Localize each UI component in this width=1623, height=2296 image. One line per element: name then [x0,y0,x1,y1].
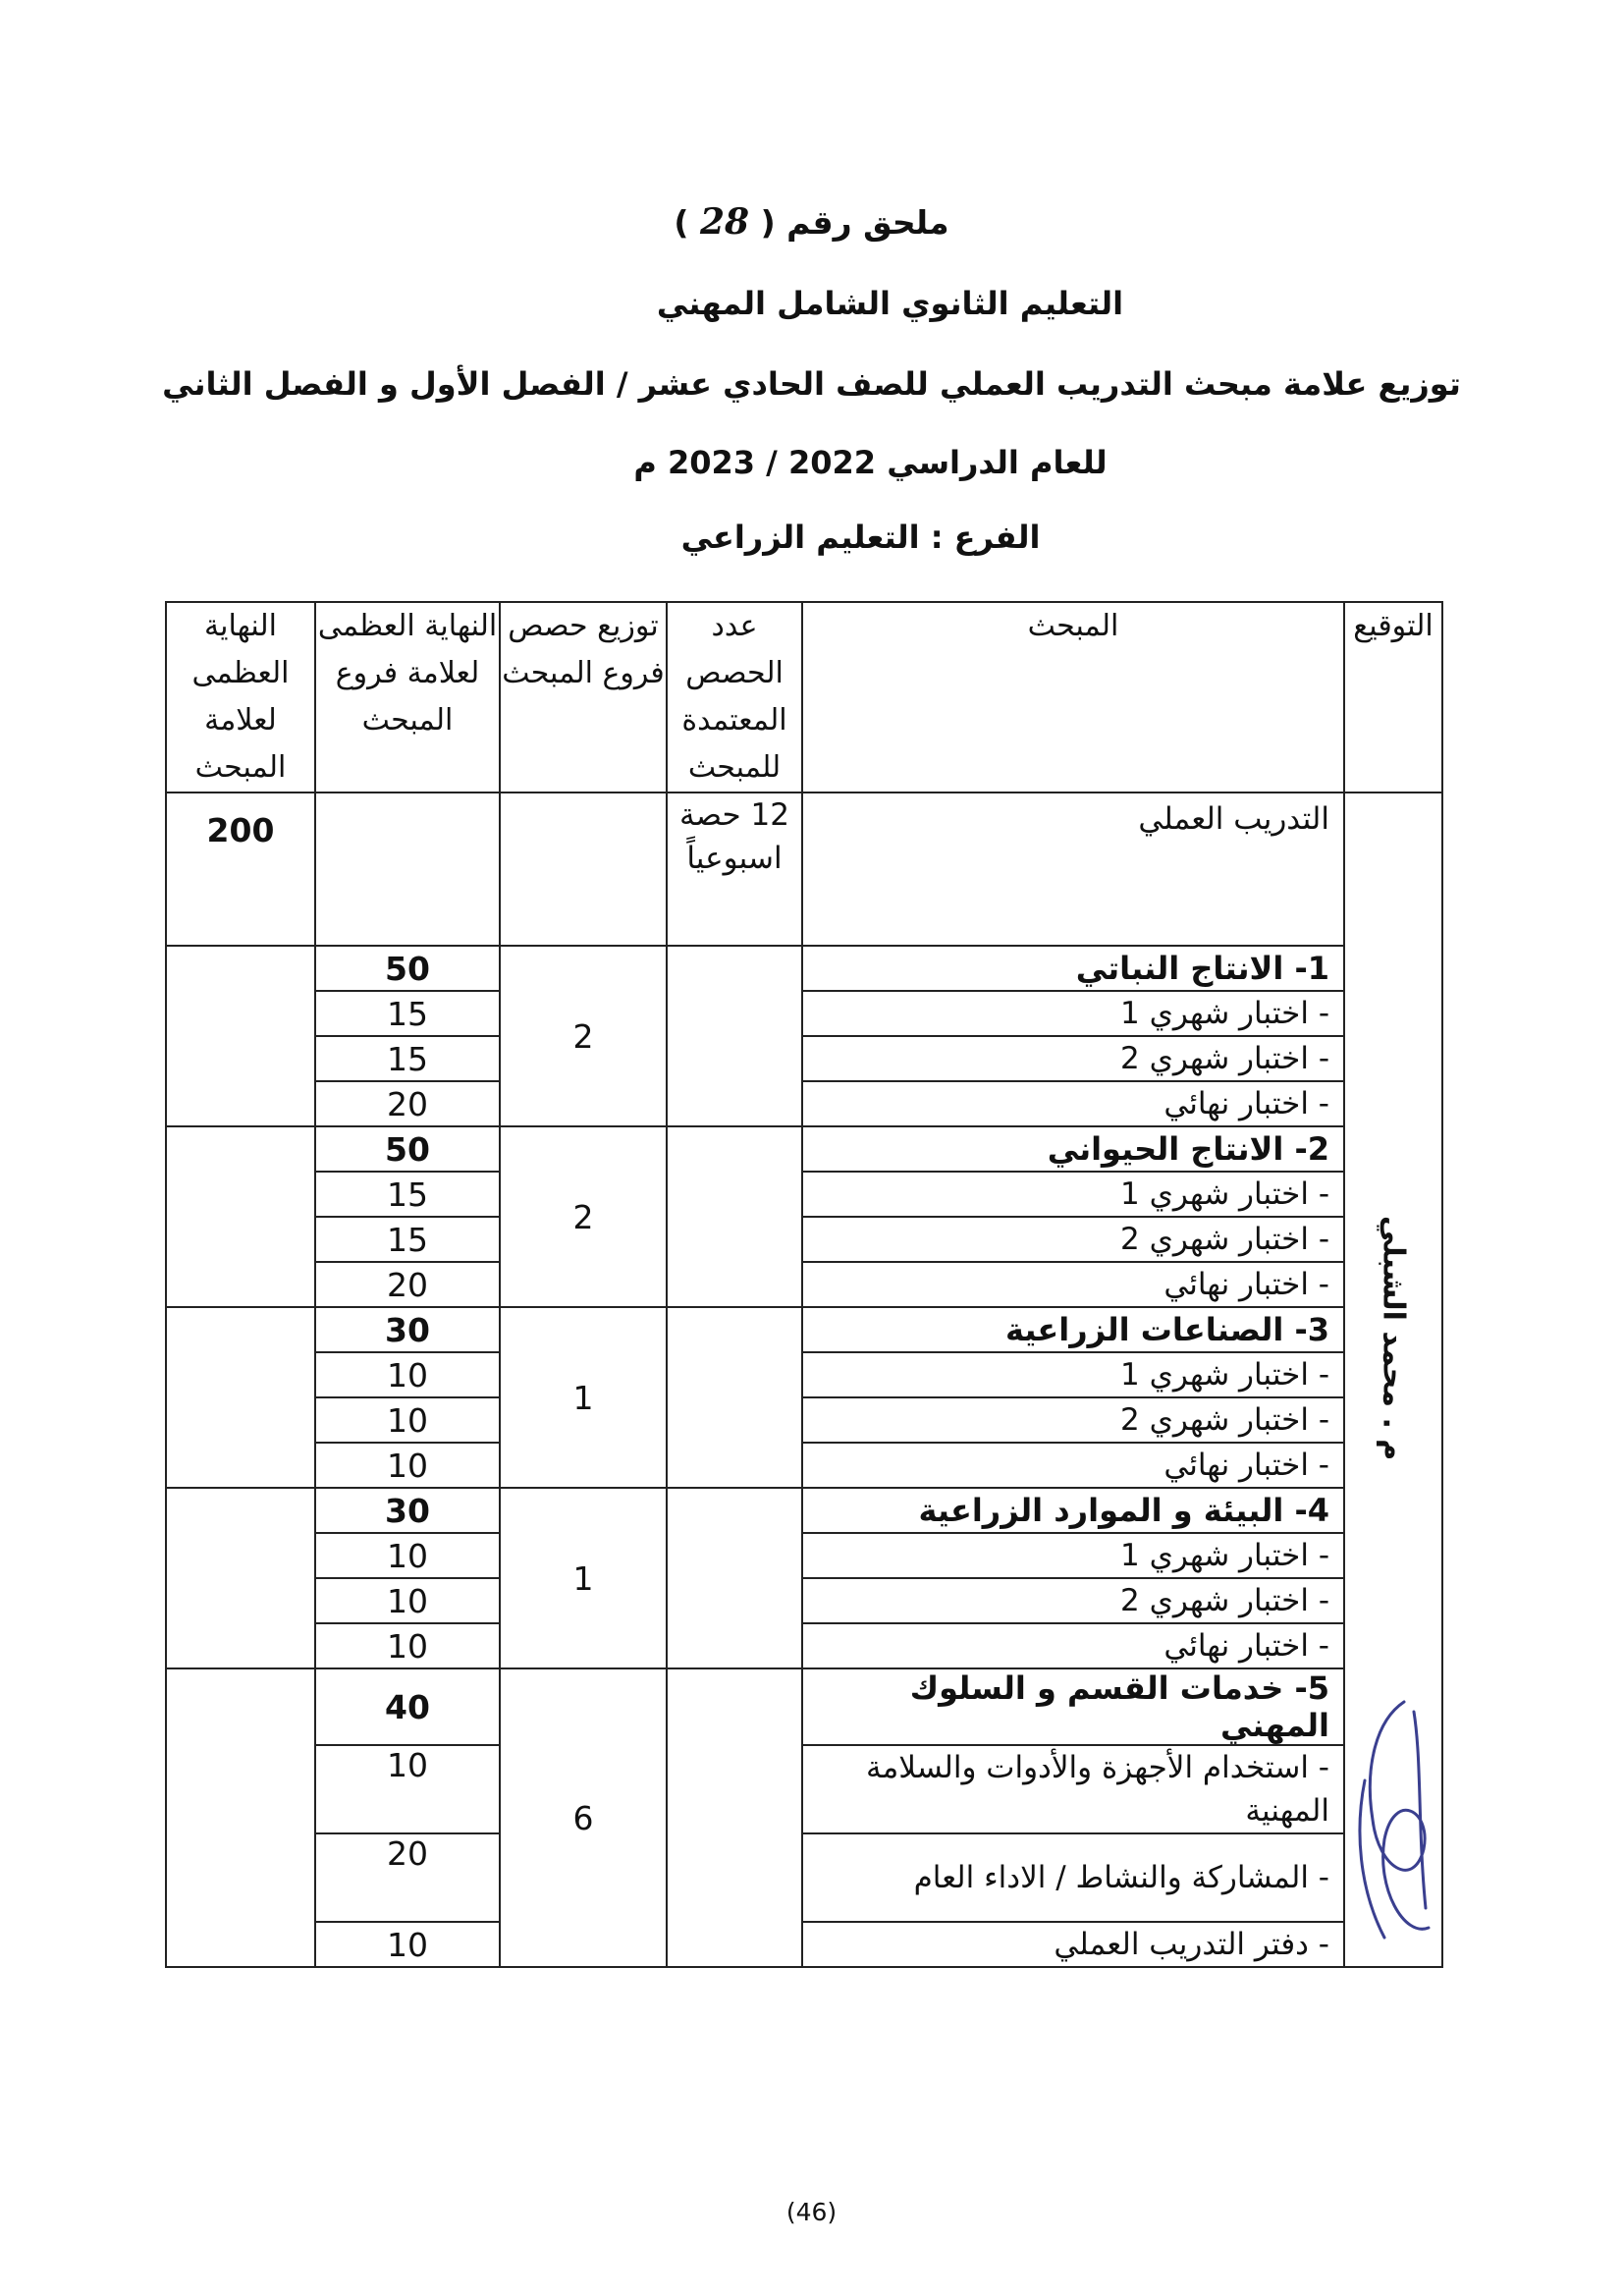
table-row-item [166,1922,1442,1967]
annex-close: ) [674,203,689,242]
track-title: التعليم الثانوي الشامل المهني [656,285,1124,322]
col-header-signature: التوقيع [1344,602,1442,793]
col-header-subject-max: النهاية العظمى لعلامة المبحث [166,602,315,793]
branch-title: الفرع : التعليم الزراعي [680,519,1041,556]
table-row-item [166,1036,1442,1081]
item-mark: 15 [315,1217,500,1262]
group-subject-max [166,946,315,1126]
group-periods [667,1126,802,1307]
table-row-item [166,1533,1442,1578]
table-row-item [166,991,1442,1036]
annex-title [0,201,1623,243]
item-mark: 20 [315,1262,500,1307]
group-total: 50 [315,946,500,991]
table-row-group-title [166,1126,1442,1172]
col-header-subject: المبحث [802,602,1344,793]
signature-cell [1344,793,1442,1967]
item-label: - اختبار شهري 1 [802,1172,1344,1217]
item-label: - اختبار شهري 2 [802,1217,1344,1262]
item-label: - اختبار نهائي [802,1262,1344,1307]
col-header-branch-max: النهاية العظمى لعلامة فروع المبحث [315,602,500,793]
item-label: - اختبار شهري 1 [802,991,1344,1036]
main-periods: 12 حصة اسبوعياً [667,793,802,946]
table-row-item [166,1833,1442,1922]
group-periods [667,1488,802,1668]
main-subject: التدريب العملي [802,793,1344,946]
table-row-group-title [166,1668,1442,1745]
handwritten-signature-icon [1345,1682,1443,1977]
col-header-period-distribution: توزيع حصص فروع المبحث [500,602,667,793]
item-label: - اختبار شهري 2 [802,1578,1344,1623]
item-mark: 10 [315,1397,500,1443]
item-mark: 10 [315,1922,500,1967]
signature-name: م . محمد الشبلي [1376,1216,1411,1461]
item-mark: 10 [315,1352,500,1397]
group-subject-max [166,1668,315,1967]
item-label: - اختبار شهري 1 [802,1352,1344,1397]
item-mark: 10 [315,1623,500,1668]
table-row-item [166,1397,1442,1443]
academic-year: للعام الدراسي 2022 / 2023 م [633,444,1108,481]
col-header-periods: عدد الحصص المعتمدة للمبحث [667,602,802,793]
group-periods [667,946,802,1126]
item-mark: 10 [315,1533,500,1578]
table-row-main [166,793,1442,946]
item-mark: 15 [315,991,500,1036]
group-periods [667,1307,802,1488]
group-total: 30 [315,1488,500,1533]
table-row-item [166,1081,1442,1126]
group-total: 50 [315,1126,500,1172]
table-row-item [166,1578,1442,1623]
table-row-item [166,1262,1442,1307]
group-title: 5- خدمات القسم و السلوك المهني [802,1668,1344,1745]
page-number: (46) [785,2198,838,2226]
group-title: 4- البيئة و الموارد الزراعية [802,1488,1344,1533]
group-title: 1- الانتاج النباتي [802,946,1344,991]
table-row-item [166,1745,1442,1833]
table-row-group-title [166,946,1442,991]
item-mark: 15 [315,1036,500,1081]
item-label: - استخدام الأجهزة والأدوات والسلامة المهنية [802,1745,1344,1833]
group-distribution: 6 [500,1668,667,1967]
group-distribution: 1 [500,1307,667,1488]
marks-table [165,601,1443,1968]
item-label: - المشاركة والنشاط / الاداء العام [802,1833,1344,1922]
main-subject-max: 200 [166,793,315,946]
group-periods [667,1668,802,1967]
main-distribution [500,793,667,946]
item-mark: 20 [315,1081,500,1126]
group-subject-max [166,1126,315,1307]
group-title: 2- الانتاج الحيواني [802,1126,1344,1172]
distribution-title: توزيع علامة مبحث التدريب العملي للصف الحادي عشر / الفصل الأول و الفصل الثاني [162,365,1461,403]
table-row-item [166,1443,1442,1488]
item-label: - اختبار شهري 1 [802,1533,1344,1578]
group-subject-max [166,1488,315,1668]
table-row-item [166,1352,1442,1397]
item-label: - اختبار نهائي [802,1623,1344,1668]
item-label: - اختبار نهائي [802,1081,1344,1126]
group-title: 3- الصناعات الزراعية [802,1307,1344,1352]
item-mark: 15 [315,1172,500,1217]
table-row-item [166,1623,1442,1668]
group-distribution: 2 [500,946,667,1126]
table-header-row [166,602,1442,793]
group-total: 30 [315,1307,500,1352]
item-mark: 10 [315,1443,500,1488]
table-row-item [166,1172,1442,1217]
main-branch-max [315,793,500,946]
item-label: - اختبار شهري 2 [802,1397,1344,1443]
group-total: 40 [315,1668,500,1745]
annex-label: ملحق رقم ( [760,203,949,242]
group-distribution: 1 [500,1488,667,1668]
group-subject-max [166,1307,315,1488]
table-row-group-title [166,1488,1442,1533]
table-row-group-title [166,1307,1442,1352]
item-mark: 10 [315,1578,500,1623]
item-label: - دفتر التدريب العملي [802,1922,1344,1967]
item-label: - اختبار نهائي [802,1443,1344,1488]
item-mark: 10 [315,1745,500,1833]
item-mark: 20 [315,1833,500,1922]
group-distribution: 2 [500,1126,667,1307]
item-label: - اختبار شهري 2 [802,1036,1344,1081]
table-row-item [166,1217,1442,1262]
annex-number: 28 [700,201,750,243]
